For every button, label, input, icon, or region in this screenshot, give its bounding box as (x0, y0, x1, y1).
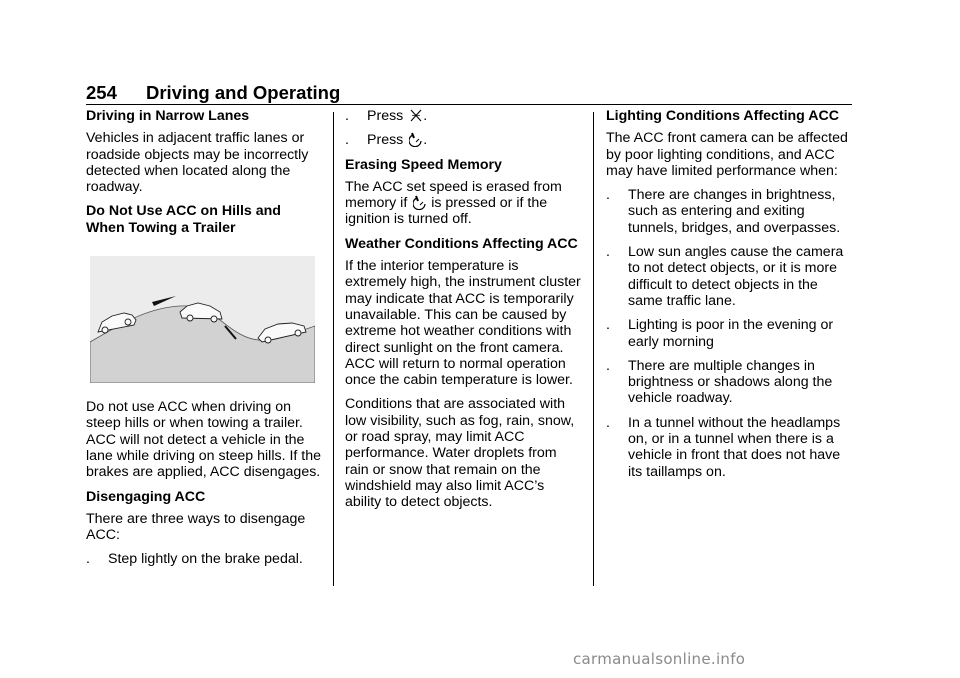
column-divider-1 (333, 112, 334, 586)
list-item (86, 551, 322, 567)
heading-erasing-memory: Erasing Speed Memory (345, 156, 502, 173)
list-item: . Press . (345, 132, 428, 149)
para-erasing-memory: The ACC set speed is erased from memory if is pressed or if the ignition is turned off. (345, 178, 562, 228)
cruise-on-off-icon (409, 132, 423, 147)
heading-lighting: Lighting Conditions Affecting ACC (606, 108, 839, 124)
heading-weather: Weather Conditions Affecting ACC (345, 235, 578, 252)
list-item: . There are changes in brightness, such as entering and exiting tunnels, bridges, and overpasses. (606, 187, 841, 236)
bullet-mark: . (345, 132, 349, 149)
page-number: 254 (86, 82, 117, 103)
bullet-mark: . (345, 108, 349, 124)
para-hills-trailer: Do not use ACC when driving on steep hills or when towing a trailer. ACC will not detect a vehicle in the lane while driving on steep hills. If the brakes are applied, ACC disengages. (86, 399, 322, 481)
list-item: . Low sun angles cause the camera to not detect objects, or it is more difficult to detect objects in the same traffic lane. (606, 244, 844, 309)
bullet-mark: . (606, 357, 610, 374)
list-item: . There are multiple changes in brightness or shadows along the vehicle roadway. (606, 357, 833, 407)
bullet-mark: . (606, 187, 610, 204)
section-title: Driving and Operating (146, 82, 341, 103)
para-weather-1: If the interior temperature is extremely high, the instrument cluster may indicate that ACC is temporarily unavailable. This can be caused by extreme hot weather conditions with direct sunlight on the front camera. ACC will return to normal operation once the cabin temperature is lower. (345, 258, 581, 389)
column-1 (86, 108, 322, 576)
para-narrow-lanes: Vehicles in adjacent traffic lanes or roadside objects may be incorrectly detected when located along the roadway. (86, 130, 309, 196)
bullet-mark: . (86, 551, 90, 568)
hills-illustration (90, 256, 315, 383)
list-item: . Press . (345, 108, 428, 124)
acc-cancel-icon (409, 108, 423, 123)
bullet-mark: . (606, 244, 610, 261)
column-2 (345, 108, 581, 519)
column-3 (606, 108, 852, 488)
bullet-brake-text: Step lightly on the brake pedal. (108, 551, 303, 568)
para-weather-2: Conditions that are associated with low visibility, such as fog, rain, snow, or road spray, may limit ACC performance. Water droplets from rain or snow that remain on the windshield may also limit ACC’s ability to detect objects. (345, 396, 575, 511)
para-disengaging: There are three ways to disengage ACC: (86, 510, 306, 544)
bullet-mark: . (606, 414, 610, 431)
list-item: . In a tunnel without the headlamps on, or in a tunnel when there is a vehicle in front that does not have its taillamps on. (606, 414, 841, 480)
watermark: carmanualsonline.info (573, 650, 746, 668)
heading-narrow-lanes: Driving in Narrow Lanes (86, 108, 250, 124)
bullet-press-onoff-text: Press (367, 132, 404, 149)
bullet-press-cancel-text: Press (367, 108, 404, 124)
heading-hills-trailer: Do Not Use ACC on Hills and When Towing a Trailer (86, 203, 281, 236)
bullet-mark: . (606, 317, 610, 334)
heading-disengaging: Disengaging ACC (86, 488, 206, 505)
para-lighting: The ACC front camera can be affected by poor lighting conditions, and ACC may have limited performance when: (606, 130, 848, 179)
cruise-on-off-icon (413, 195, 427, 210)
column-divider-2 (593, 112, 594, 586)
page-header (86, 82, 852, 105)
list-item: . Lighting is poor in the evening or early morning (606, 317, 834, 350)
